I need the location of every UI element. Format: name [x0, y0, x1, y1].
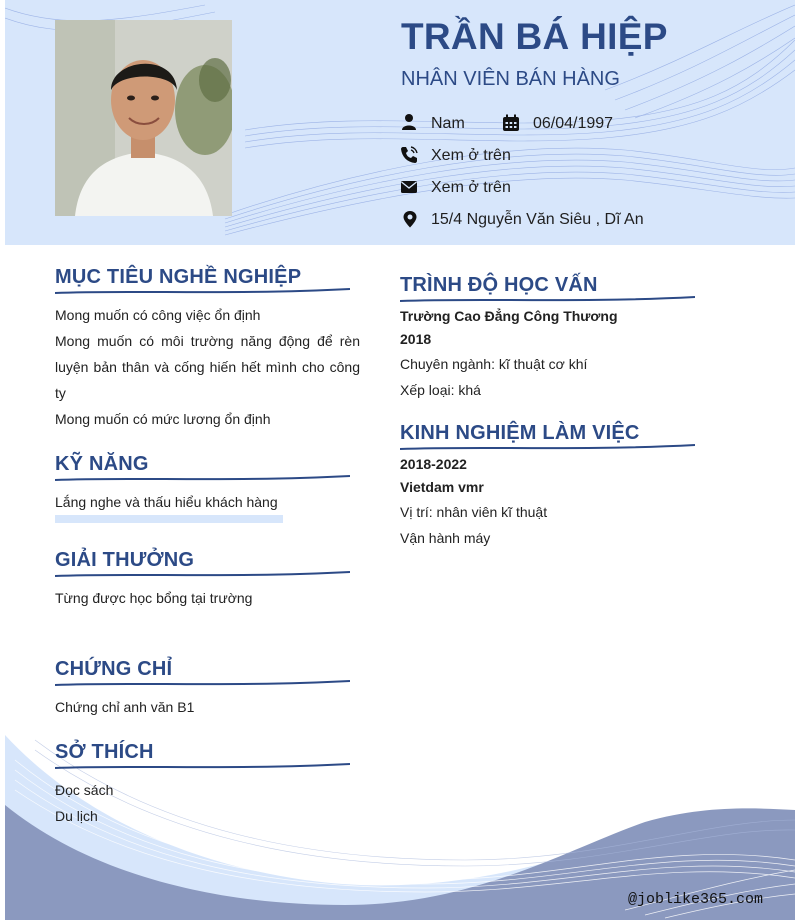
header-band [5, 0, 795, 245]
certificate-item: Chứng chỉ anh văn B1 [55, 699, 195, 715]
candidate-job-title: NHÂN VIÊN BÁN HÀNG [401, 68, 620, 90]
experience-task: Vận hành máy [400, 530, 491, 546]
user-icon [400, 113, 418, 131]
experience-heading: KINH NGHIỆM LÀM VIỆC [400, 422, 640, 444]
education-rank: Xếp loại: khá [400, 382, 481, 398]
objective-line-3: Mong muốn có mức lương ổn định [55, 411, 271, 427]
hobbies-heading-underline [55, 763, 350, 771]
certificates-heading: CHỨNG CHỈ [55, 658, 173, 680]
experience-position: Vị trí: nhân viên kĩ thuật [400, 504, 548, 520]
phone-value: Xem ở trên [431, 147, 511, 164]
hobby-item-2: Du lịch [55, 808, 98, 824]
education-heading: TRÌNH ĐỘ HỌC VẤN [400, 274, 598, 296]
candidate-name: TRẦN BÁ HIỆP [401, 16, 668, 57]
award-item: Từng được học bổng tại trường [55, 590, 253, 606]
skill-level-bar [55, 515, 283, 523]
cv-page [5, 0, 795, 920]
hobbies-heading: SỞ THÍCH [55, 741, 154, 763]
awards-heading: GIẢI THƯỞNG [55, 549, 195, 571]
profile-photo [55, 20, 232, 216]
education-year: 2018 [400, 331, 432, 347]
hobby-item-1: Đọc sách [55, 782, 114, 798]
education-heading-underline [400, 296, 695, 304]
objective-line-1: Mong muốn có công việc ổn định [55, 307, 261, 323]
experience-heading-underline [400, 444, 695, 452]
education-major: Chuyên ngành: kĩ thuật cơ khí [400, 356, 588, 372]
gender-value: Nam [431, 115, 465, 132]
objective-heading-underline [55, 288, 350, 296]
awards-heading-underline [55, 571, 350, 579]
calendar-icon [502, 114, 520, 132]
experience-company: Vietdam vmr [400, 479, 484, 495]
objective-heading: MỤC TIÊU NGHỀ NGHIỆP [55, 266, 302, 288]
address-value: 15/4 Nguyễn Văn Siêu , Dĩ An [431, 211, 644, 228]
skills-heading-underline [55, 475, 350, 483]
phone-icon [400, 146, 418, 164]
envelope-icon [400, 178, 418, 196]
experience-period: 2018-2022 [400, 456, 467, 472]
map-pin-icon [401, 210, 419, 228]
avatar-illustration [55, 20, 232, 216]
site-watermark: @joblike365.com [628, 891, 764, 908]
skills-heading: KỸ NĂNG [55, 453, 149, 475]
certificates-heading-underline [55, 680, 350, 688]
skill-item: Lắng nghe và thấu hiểu khách hàng [55, 494, 278, 510]
education-school: Trường Cao Đẳng Công Thương [400, 308, 618, 324]
birthdate-value: 06/04/1997 [533, 115, 614, 132]
email-value: Xem ở trên [431, 179, 511, 196]
objective-paragraph: Mong muốn có môi trường năng động để rèn luyện bản thân và cống hiến hết mình cho công ty [55, 333, 360, 401]
